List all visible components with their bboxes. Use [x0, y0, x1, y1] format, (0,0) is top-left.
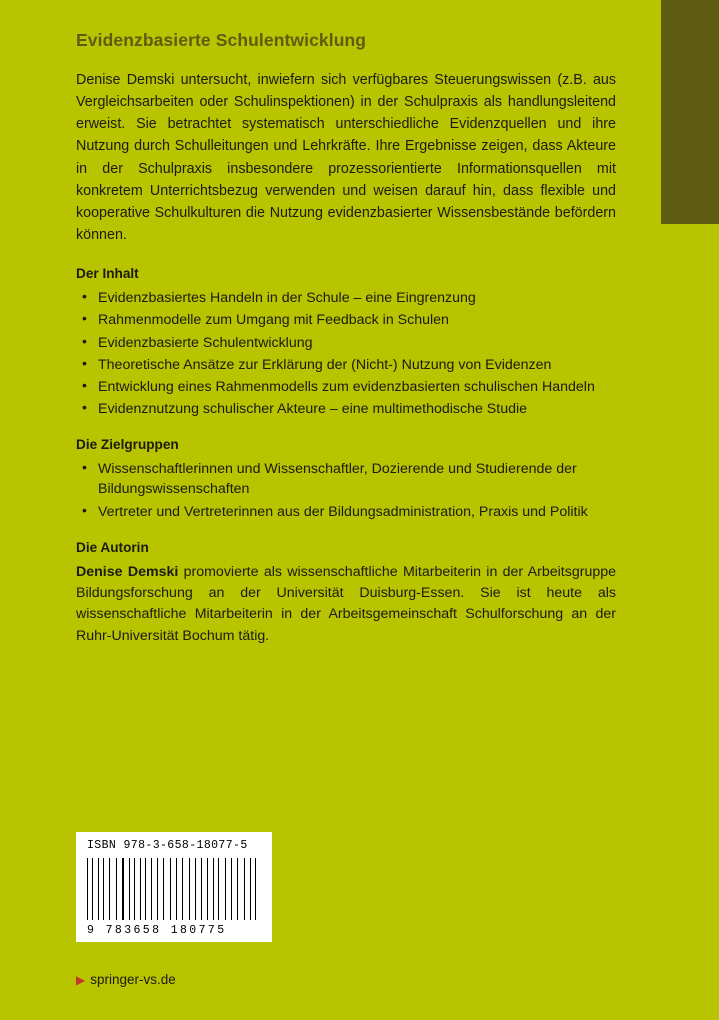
author-bio-text: promovierte als wissenschaftliche Mitarbeiterin in der Arbeitsgruppe Bildungsforschung an der Universität Duisburg-Essen. Sie ist heute als wissenschaftliche Mitarbeiterin in der Arbeitsgemeinschaft Schulforschung an der Ruhr-Universität Bochum tätig. [76, 563, 617, 644]
right-color-strip [661, 0, 719, 1020]
section-autorin [76, 540, 616, 647]
list-zielgruppen [76, 459, 616, 521]
back-cover-content [76, 30, 616, 647]
barcode-bars [87, 858, 261, 920]
list-item: • Rahmenmodelle zum Umgang mit Feedback in Schulen [76, 310, 616, 330]
section-heading-autorin: Die Autorin [76, 539, 149, 555]
list-inhalt [76, 288, 616, 419]
page-title: Evidenzbasierte Schulentwicklung [76, 30, 367, 50]
section-zielgruppen [76, 437, 616, 521]
author-name: Denise Demski [76, 563, 179, 580]
author-paragraph [76, 562, 616, 647]
strip-dark-block [661, 0, 719, 224]
publisher-logo [76, 972, 176, 987]
list-item: • Entwicklung eines Rahmenmodells zum evidenzbasierten schulischen Handeln [76, 377, 616, 397]
section-heading-inhalt: Der Inhalt [76, 266, 139, 282]
section-inhalt [76, 266, 616, 419]
barcode-box [76, 832, 272, 942]
triangle-icon: ▶ [76, 972, 86, 987]
publisher-name: springer-vs.de [90, 972, 176, 987]
list-item: • Wissenschaftlerinnen und Wissenschaftler, Dozierende und Studierende der Bildungswissenschaften [76, 459, 616, 499]
list-item: • Evidenzbasierte Schulentwicklung [76, 333, 616, 353]
barcode-digits: 9 783658 180775 [87, 924, 227, 937]
list-item: • Evidenzbasiertes Handeln in der Schule – eine Eingrenzung [76, 288, 616, 308]
list-item: • Evidenznutzung schulischer Akteure – eine multimethodische Studie [76, 399, 616, 419]
isbn-label: ISBN 978-3-658-18077-5 [87, 839, 248, 852]
list-item: • Theoretische Ansätze zur Erklärung der (Nicht-) Nutzung von Evidenzen [76, 355, 616, 375]
barcode-area [76, 832, 276, 942]
blurb-paragraph: Denise Demski untersucht, inwiefern sich verfügbares Steuerungswissen (z.B. aus Vergleichsarbeiten oder Schulinspektionen) in der Schulpraxis als handlungsleitend erweist. Sie betrachtet systematisch unterschiedliche Evidenzquellen und ihre Nutzung durch Schulleitungen und Lehrkräfte. Ihre Ergebnisse zeigen, dass Akteure in der Schulpraxis insbesondere prozessorientierte Informationsquellen mit konkretem Unterrichtsbezug verwenden und weisen darauf hin, dass flexible und kooperative Schulkulturen die Nutzung evidenzbasierter Wissensbestände befördern können. [76, 72, 616, 244]
section-heading-zielgruppen: Die Zielgruppen [76, 437, 179, 453]
list-item: • Vertreter und Vertreterinnen aus der Bildungsadministration, Praxis und Politik [76, 502, 616, 522]
